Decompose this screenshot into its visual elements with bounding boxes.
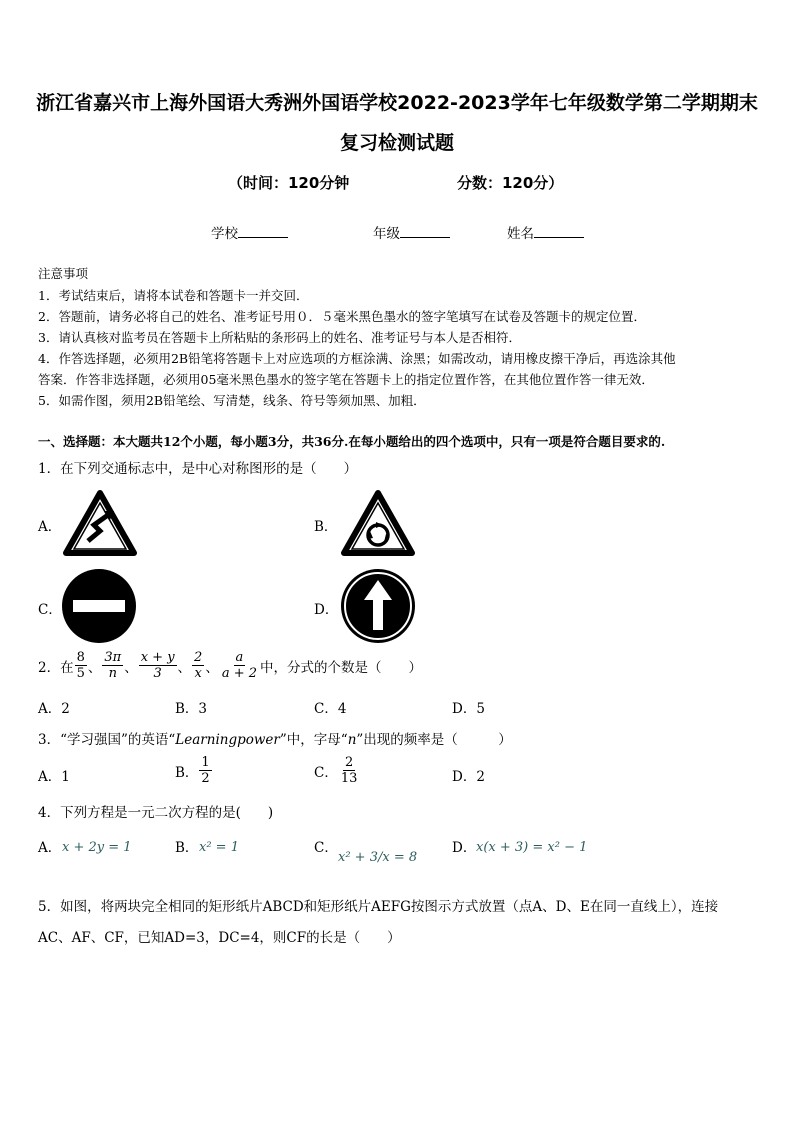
q4-option-b-label: B． xyxy=(175,840,199,856)
q3-option-b-label: B． xyxy=(175,764,199,781)
separator: 、 xyxy=(205,659,219,676)
q1-option-b-label: B． xyxy=(314,519,338,535)
note-item: 3．请认真核对监考员在答题卡上所粘贴的条形码上的姓名、准考证号与本人是否相符． xyxy=(38,330,521,345)
q4-option-a-label: A． xyxy=(38,840,62,856)
grade-blank xyxy=(400,225,450,238)
q3-letter: n xyxy=(347,732,357,748)
fraction: $\frac{2}{13}$ xyxy=(340,755,358,786)
q3-option-a: A．1 xyxy=(38,769,70,785)
grade-field xyxy=(373,222,450,242)
sign-roundabout-icon xyxy=(340,489,416,557)
q4-option-d-label: D． xyxy=(452,840,477,856)
q2-option-b: B．3 xyxy=(175,701,208,717)
fraction: $\frac{x + y}{3}$ xyxy=(140,650,175,681)
q3-stem-a: 3．“学习强国”的英语“ xyxy=(38,732,176,748)
sign-straight-arrow-icon xyxy=(340,568,416,644)
school-field xyxy=(211,222,288,242)
q3-option-c-label: C． xyxy=(314,764,338,781)
q1-option-a-label: A． xyxy=(38,519,62,535)
q4-option-c-label: C． xyxy=(314,840,338,856)
name-label: 姓名 xyxy=(507,226,534,242)
q3-option-c xyxy=(314,755,360,786)
q5-stem-line2: AC、AF、CF，已知AD=3，DC=4，则CF的长是（ ） xyxy=(38,930,401,946)
q3-stem-c: ”出现的频率是（ ） xyxy=(356,732,512,748)
page-title-line1: 浙江省嘉兴市上海外国语大秀洲外国语学校2022-2023学年七年级数学第二学期期末 xyxy=(36,92,758,114)
name-blank xyxy=(534,225,584,238)
q3-stem xyxy=(38,728,512,748)
q2-option-c: C．4 xyxy=(314,701,347,717)
q1-stem: 1．在下列交通标志中，是中心对称图形的是（ ） xyxy=(38,461,358,477)
q5-stem-line1: 5．如图，将两块完全相同的矩形纸片ABCD和矩形纸片AEFG按图示方式放置（点A、D、E在同一直线上），连接 xyxy=(38,899,719,915)
fraction: $\frac{3\pi}{n}$ xyxy=(104,650,122,681)
note-item: 1．考试结束后，请将本试卷和答题卡一并交回． xyxy=(38,288,309,303)
q2-stem xyxy=(38,650,422,681)
fraction: $\frac{2}{x}$ xyxy=(194,650,203,681)
q3-option-b xyxy=(175,755,213,786)
fraction: $\frac{8}{5}$ xyxy=(76,650,85,681)
q2-option-a: A．2 xyxy=(38,701,70,717)
q3-stem-b: ”中，字母“ xyxy=(279,732,348,748)
note-item: 4．作答选择题，必须用2B铅笔将答题卡上对应选项的方框涂满、涂黑；如需改动，请用橡皮擦干净后，再选涂其他 xyxy=(38,351,676,366)
name-field xyxy=(507,222,584,242)
note-item: 5．如需作图，须用2B铅笔绘、写清楚，线条、符号等须加黑、加粗． xyxy=(38,393,426,408)
time-label: （时间：120分钟 xyxy=(228,174,350,192)
q2-prefix: 2．在 xyxy=(38,659,74,676)
q4-option-a-expr: x + 2y = 1 xyxy=(62,840,132,855)
q4-stem: 4．下列方程是一元二次方程的是( ) xyxy=(38,805,274,821)
score-label: 分数：120分） xyxy=(457,174,564,192)
q2-option-d: D．5 xyxy=(452,701,485,717)
fraction: $\frac{1}{2}$ xyxy=(201,755,210,786)
q2-suffix: 中，分式的个数是（ ） xyxy=(260,659,423,676)
grade-label: 年级 xyxy=(373,226,400,242)
separator: 、 xyxy=(87,659,102,676)
section-heading: 一、选择题：本大题共12个小题，每小题3分，共36分.在每小题给出的四个选项中，只有一项是符合题目要求的. xyxy=(38,434,666,449)
page-title-line2: 复习检测试题 xyxy=(339,132,454,154)
school-blank xyxy=(238,225,288,238)
note-item: 2．答题前，请务必将自己的姓名、准考证号用０．５毫米黑色墨水的签字笔填写在试卷及答题卡的规定位置． xyxy=(38,309,646,324)
sign-no-entry-icon xyxy=(61,568,137,644)
q1-option-d-label: D． xyxy=(314,602,339,618)
separator: 、 xyxy=(177,659,192,676)
separator: 、 xyxy=(124,659,138,676)
q3-option-d: D．2 xyxy=(452,769,485,785)
note-item: 答案．作答非选择题，必须用05毫米黑色墨水的签字笔在答题卡上的指定位置作答，在其他位置作答一律无效． xyxy=(38,372,654,387)
q4-option-d-expr: x(x + 3) = x² − 1 xyxy=(476,840,588,855)
fraction: $\frac{a}{a + 2}$ xyxy=(221,650,258,681)
q4-option-b-expr: x² = 1 xyxy=(199,840,239,855)
q3-word: Learningpower xyxy=(175,732,280,748)
notes-heading: 注意事项 xyxy=(38,266,89,281)
school-label: 学校 xyxy=(211,226,238,242)
q4-option-c-expr: x² + 3/x = 8 xyxy=(338,850,418,865)
q1-option-c-label: C． xyxy=(38,602,62,618)
sign-zigzag-icon xyxy=(62,489,138,557)
